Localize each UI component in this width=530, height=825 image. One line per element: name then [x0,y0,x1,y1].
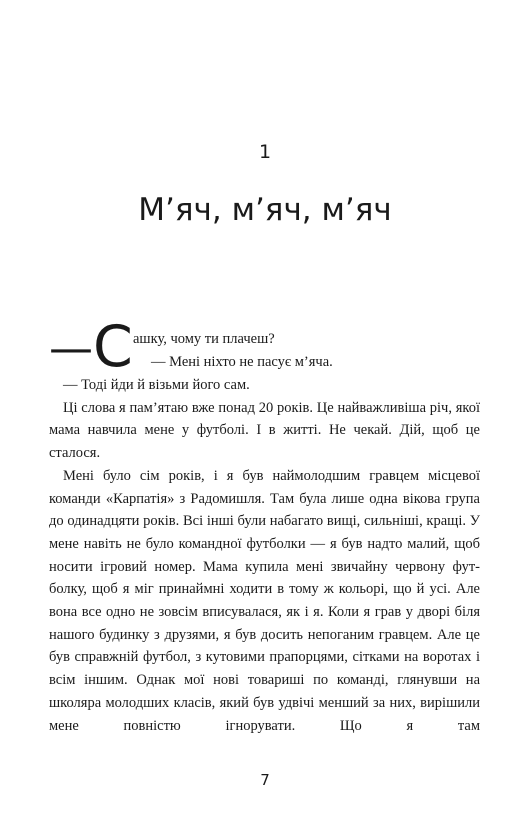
chapter-number: 1 [258,141,272,163]
page-number: 7 [260,771,270,789]
paragraph: Ці слова я пам’ятаю вже понад 20 років. Це найважливіша річ, якої мама навчила мене у футболі. І в житті. Не чекай. Дій, щоб це сталося. [49,399,480,462]
chapter-title: М’яч, м’яч, м’яч [138,192,392,228]
body-text [49,374,480,737]
paragraph: — Тоді йди й візьми його сам. [63,377,250,393]
paragraph: Мені було сім років, і я був наймолодшим гравцем місцевої команди «Карпатія» з Радомишля. Там була лише одна вікова група до одинадцяти років. Всі інші були набагато вищі, сильніші, кращі. У мене навіть не було командної футболки — я був надто малий, щоб носити ігровий номер. Мама купила мені звичайну червону футболку, щоб я міг принаймні ходити в тому ж кольорі, що й усі. Але вона все одно не зовсім вписувалася, як і я. Коли я грав у дворі біля нашого будинку з друзями, я був досить непоганим гравцем. Але це був справжній футбол, з кутовими прапорцями, сітками на воротах і всім іншим. Однак мої нові товариші по команді, глянувши на школяра молодших класів, який був удвічі менший за них, вирішили мене повністю ігнорувати. Що я там [49,467,480,734]
opening-line-2: — Мені ніхто не пасує м’яча. [151,354,333,370]
drop-cap: С [93,314,133,380]
dropcap-dash: — [49,323,93,374]
opening-line-1: ашку, чому ти плачеш? [133,331,275,347]
